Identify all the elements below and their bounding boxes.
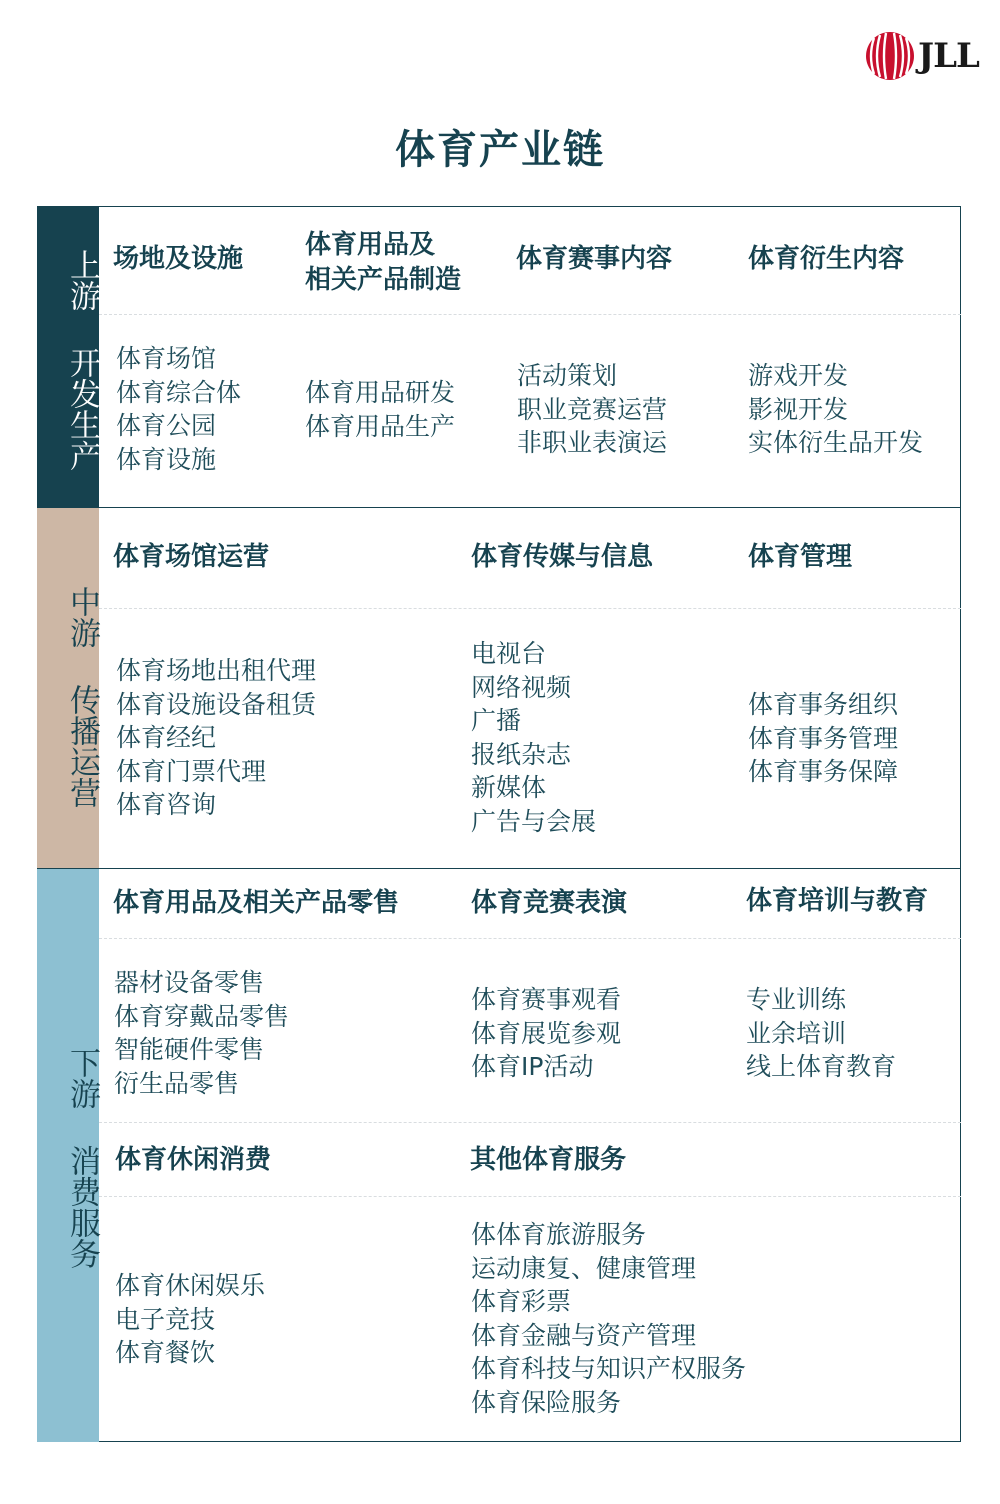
logo-text: JLL xyxy=(918,36,979,76)
jll-logo xyxy=(864,30,979,82)
list-item: 影视开发 xyxy=(748,394,849,424)
list-item: 体育用品研发 xyxy=(305,378,456,407)
category-heading xyxy=(516,242,672,277)
heading-line: 体育赛事内容 xyxy=(516,244,673,274)
list-item: 器材设备零售 xyxy=(114,968,265,997)
list-item: 体育设施 xyxy=(116,444,217,474)
list-item: 非职业表演运 xyxy=(517,428,668,457)
list-item: 体育场馆 xyxy=(116,344,217,373)
list-item: 业余培训 xyxy=(746,1018,847,1048)
item-list xyxy=(746,983,896,1084)
heading-line: 体育培训与教育 xyxy=(746,886,929,916)
item-list xyxy=(517,359,667,460)
list-item: 体育事务组织 xyxy=(748,690,899,719)
list-item: 网络视频 xyxy=(471,672,572,702)
list-item: 广播 xyxy=(471,706,522,735)
category-heading xyxy=(113,886,399,921)
category-heading xyxy=(748,242,904,277)
heading-line: 体育休闲消费 xyxy=(115,1145,272,1175)
list-item: 体育餐饮 xyxy=(115,1338,216,1367)
section-divider xyxy=(37,507,961,508)
heading-line: 场地及设施 xyxy=(113,244,244,274)
row-divider xyxy=(99,314,961,315)
list-item: 体育设施设备租赁 xyxy=(116,689,317,719)
jll-logo-mark-icon xyxy=(864,30,916,82)
row-divider xyxy=(99,1122,961,1123)
item-list xyxy=(116,342,241,476)
list-item: 职业竞赛运营 xyxy=(517,394,668,424)
row-divider xyxy=(99,608,961,609)
list-item: 专业训练 xyxy=(746,985,847,1014)
upstream-label: 上游 开发生产 xyxy=(64,249,100,471)
list-item: 体育综合体 xyxy=(116,377,242,407)
list-item: 体育咨询 xyxy=(116,790,217,819)
category-heading xyxy=(115,1143,271,1178)
midstream-label: 中游 传播运营 xyxy=(64,586,100,808)
item-list xyxy=(305,376,455,443)
list-item: 智能硬件零售 xyxy=(114,1035,265,1064)
heading-line: 体育传媒与信息 xyxy=(471,542,654,572)
heading-line: 其他体育服务 xyxy=(470,1145,627,1175)
list-item: 体育彩票 xyxy=(471,1287,572,1316)
category-heading xyxy=(748,540,852,575)
list-item: 体育门票代理 xyxy=(116,756,267,786)
heading-line: 体育管理 xyxy=(748,542,853,572)
list-item: 体育用品生产 xyxy=(305,411,456,441)
downstream-label: 下游 消费服务 xyxy=(64,1047,100,1269)
downstream-band xyxy=(37,868,99,1442)
list-item: 游戏开发 xyxy=(748,361,849,390)
heading-line: 体育用品及 xyxy=(305,230,436,260)
list-item: 新媒体 xyxy=(471,773,547,802)
list-item: 体育赛事观看 xyxy=(471,985,622,1014)
list-item: 体育展览参观 xyxy=(471,1018,622,1048)
row-divider xyxy=(99,1196,961,1197)
list-item: 体育场地出租代理 xyxy=(116,656,317,685)
list-item: 体育公园 xyxy=(116,411,217,440)
category-heading xyxy=(471,886,627,921)
heading-line: 体育用品及相关产品零售 xyxy=(113,888,400,918)
item-list xyxy=(114,966,289,1100)
upstream-band xyxy=(37,207,99,507)
item-list xyxy=(471,637,596,838)
category-heading xyxy=(470,1143,626,1178)
list-item: 体育事务保障 xyxy=(748,757,899,786)
list-item: 体育金融与资产管理 xyxy=(471,1320,697,1350)
item-list xyxy=(471,983,621,1084)
item-list xyxy=(748,688,898,789)
category-heading xyxy=(471,540,653,575)
item-list xyxy=(471,1218,746,1419)
list-item: 电子竞技 xyxy=(115,1304,216,1334)
list-item: 体育事务管理 xyxy=(748,723,899,753)
category-heading xyxy=(305,228,461,298)
list-item: 电视台 xyxy=(471,639,547,668)
list-item: 体育IP活动 xyxy=(471,1052,594,1081)
list-item: 体育经纪 xyxy=(116,723,217,752)
row-divider xyxy=(99,938,961,939)
page-title: 体育产业链 xyxy=(395,127,605,173)
heading-line: 体育衍生内容 xyxy=(748,244,905,274)
heading-line: 体育竞赛表演 xyxy=(471,888,628,918)
item-list xyxy=(116,654,316,822)
category-heading xyxy=(113,242,243,277)
list-item: 活动策划 xyxy=(517,361,618,390)
midstream-band xyxy=(37,507,99,868)
item-list xyxy=(748,359,923,460)
item-list xyxy=(115,1269,265,1370)
category-heading xyxy=(113,540,269,575)
list-item: 广告与会展 xyxy=(471,806,597,836)
category-heading xyxy=(746,884,928,919)
section-divider xyxy=(37,868,961,869)
list-item: 体体育旅游服务 xyxy=(471,1220,647,1249)
list-item: 体育保险服务 xyxy=(471,1387,622,1417)
list-item: 衍生品零售 xyxy=(114,1068,240,1098)
list-item: 体育休闲娱乐 xyxy=(115,1271,266,1300)
heading-line: 相关产品制造 xyxy=(305,265,462,295)
list-item: 线上体育教育 xyxy=(746,1052,897,1081)
list-item: 运动康复、健康管理 xyxy=(471,1253,697,1283)
heading-line: 体育场馆运营 xyxy=(113,542,270,572)
list-item: 实体衍生品开发 xyxy=(748,428,924,457)
list-item: 报纸杂志 xyxy=(471,739,572,769)
list-item: 体育科技与知识产权服务 xyxy=(471,1354,747,1383)
list-item: 体育穿戴品零售 xyxy=(114,1001,290,1031)
